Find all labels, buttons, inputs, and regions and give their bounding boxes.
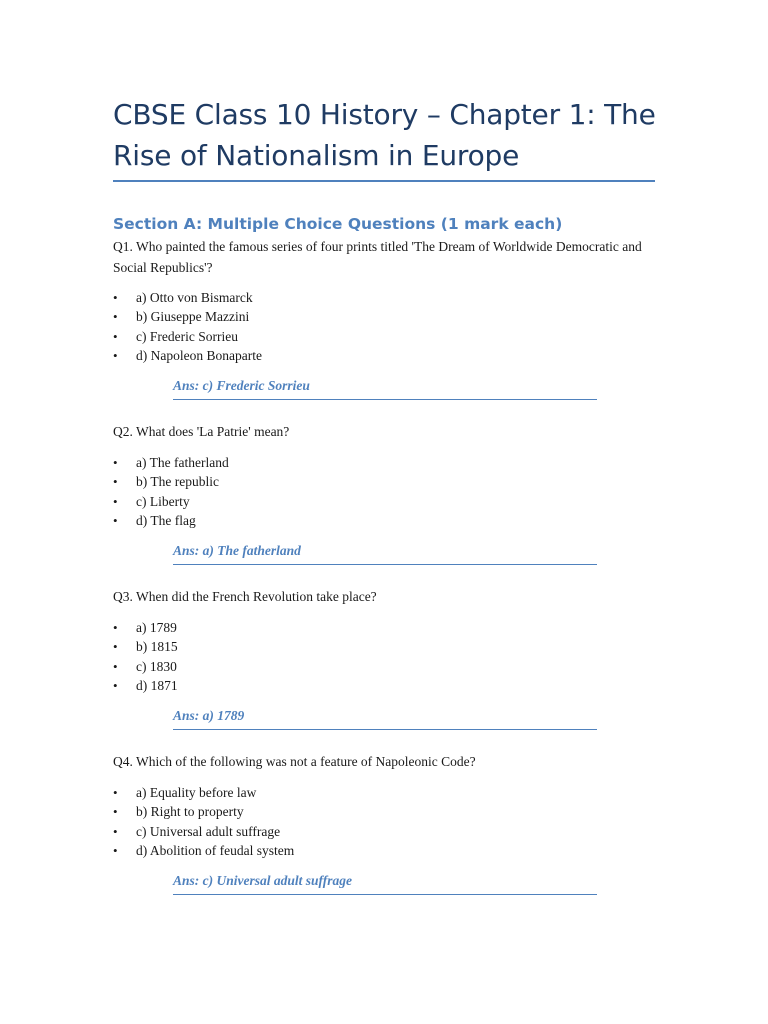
question-text: Q1. Who painted the famous series of four prints titled 'The Dream of Worldwide Democratic and Social Republics'? bbox=[113, 239, 642, 275]
option-label: b) The republic bbox=[136, 474, 219, 490]
option-label: d) The flag bbox=[136, 512, 196, 528]
answer-line: Ans: c) Universal adult suffrage bbox=[173, 872, 597, 895]
bullet-icon: • bbox=[113, 347, 118, 363]
option-label: d) 1871 bbox=[136, 677, 178, 693]
option-item bbox=[113, 472, 653, 491]
option-list bbox=[113, 618, 653, 695]
question-text: Q2. What does 'La Patrie' mean? bbox=[113, 424, 290, 439]
option-label: c) Universal adult suffrage bbox=[136, 823, 281, 839]
option-list bbox=[113, 288, 653, 365]
question-text: Q4. Which of the following was not a feature of Napoleonic Code? bbox=[113, 754, 476, 769]
option-list bbox=[113, 453, 653, 530]
option-label: a) 1789 bbox=[136, 620, 177, 635]
option-label: c) Liberty bbox=[136, 493, 190, 509]
question-block-q4 bbox=[113, 751, 653, 888]
bullet-icon: • bbox=[113, 328, 118, 344]
option-item bbox=[113, 841, 653, 860]
bullet-icon: • bbox=[113, 804, 118, 820]
option-label: a) Otto von Bismarck bbox=[136, 290, 253, 305]
option-item bbox=[113, 492, 653, 511]
option-item bbox=[113, 637, 653, 656]
option-label: d) Abolition of feudal system bbox=[136, 842, 295, 858]
option-label: b) Giuseppe Mazzini bbox=[136, 309, 250, 325]
option-item bbox=[113, 802, 653, 821]
answer-line: Ans: a) The fatherland bbox=[173, 542, 597, 565]
option-item bbox=[113, 453, 653, 472]
option-label: d) Napoleon Bonaparte bbox=[136, 347, 262, 363]
bullet-icon: • bbox=[113, 512, 118, 528]
bullet-icon: • bbox=[113, 823, 118, 839]
option-label: a) Equality before law bbox=[136, 785, 257, 800]
bullet-icon: • bbox=[113, 290, 118, 305]
bullet-icon: • bbox=[113, 677, 118, 693]
bullet-icon: • bbox=[113, 493, 118, 509]
option-item bbox=[113, 346, 653, 365]
option-item bbox=[113, 327, 653, 346]
bullet-icon: • bbox=[113, 658, 118, 674]
option-item bbox=[113, 288, 653, 307]
question-text: Q3. When did the French Revolution take place? bbox=[113, 589, 377, 604]
option-item bbox=[113, 618, 653, 637]
title-underline bbox=[113, 180, 655, 182]
option-label: c) 1830 bbox=[136, 658, 177, 674]
option-item bbox=[113, 307, 653, 326]
bullet-icon: • bbox=[113, 474, 118, 490]
option-label: a) The fatherland bbox=[136, 455, 229, 470]
answer-line: Ans: c) Frederic Sorrieu bbox=[173, 377, 597, 400]
option-label: b) Right to property bbox=[136, 804, 244, 820]
option-item bbox=[113, 511, 653, 530]
bullet-icon: • bbox=[113, 309, 118, 325]
question-block-q2 bbox=[113, 421, 653, 558]
answer-line: Ans: a) 1789 bbox=[173, 707, 597, 730]
document-title: CBSE Class 10 History – Chapter 1: The Rise of Nationalism in Europe bbox=[113, 98, 656, 172]
option-list bbox=[113, 783, 653, 860]
question-block-q3 bbox=[113, 586, 653, 723]
bullet-icon: • bbox=[113, 639, 118, 655]
option-item bbox=[113, 822, 653, 841]
option-label: b) 1815 bbox=[136, 639, 178, 655]
option-item bbox=[113, 676, 653, 695]
option-item bbox=[113, 657, 653, 676]
bullet-icon: • bbox=[113, 785, 118, 800]
option-item bbox=[113, 783, 653, 802]
bullet-icon: • bbox=[113, 842, 118, 858]
option-label: c) Frederic Sorrieu bbox=[136, 328, 238, 344]
section-heading: Section A: Multiple Choice Questions (1 mark each) bbox=[113, 215, 563, 233]
bullet-icon: • bbox=[113, 620, 118, 635]
bullet-icon: • bbox=[113, 455, 118, 470]
question-block-q1 bbox=[113, 236, 653, 393]
